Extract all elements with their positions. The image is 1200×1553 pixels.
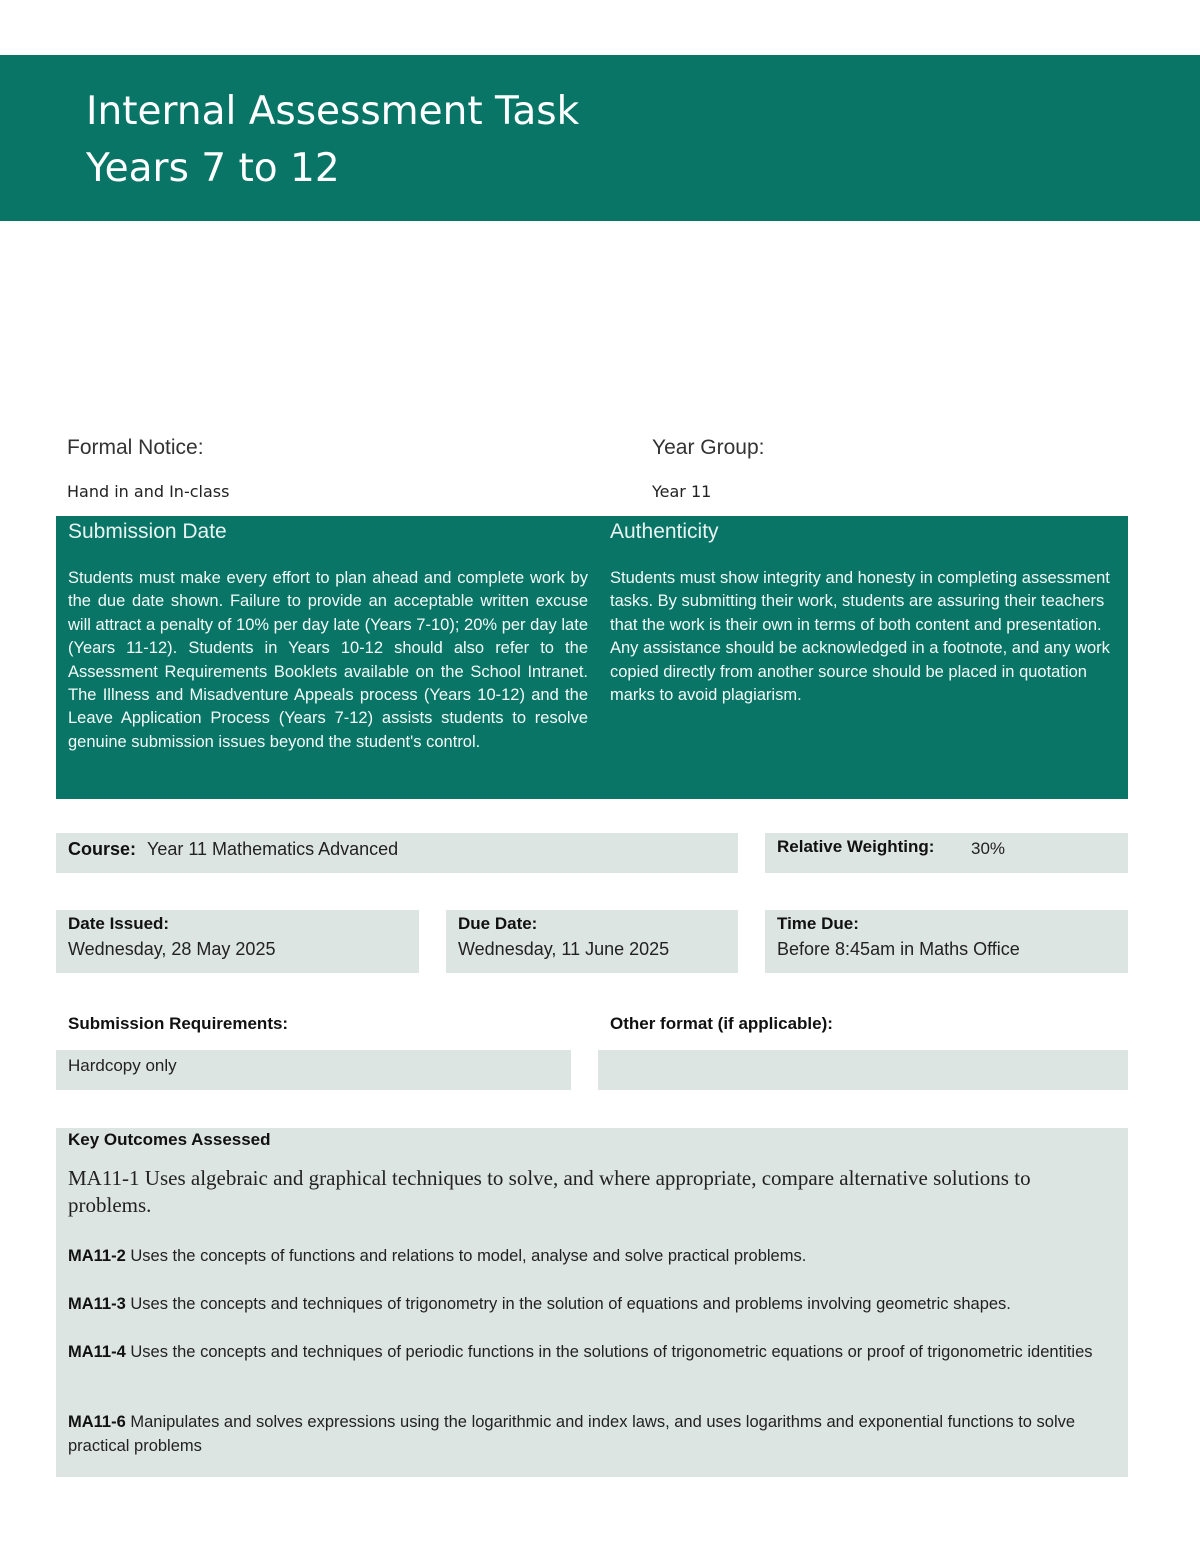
info-box <box>56 516 1128 799</box>
header-banner <box>0 55 1200 221</box>
formal-notice-label: Formal Notice: <box>67 436 204 459</box>
outcome-code: MA11-4 <box>68 1343 126 1361</box>
time-due-label: Time Due: <box>777 914 859 933</box>
key-outcomes-section <box>56 1128 1128 1477</box>
course-field <box>56 833 738 873</box>
outcome-text: Uses the concepts and techniques of periodic functions in the solutions of trigonometric equations or proof of trigonometric identities <box>125 1343 1093 1361</box>
outcome-ma11-4 <box>68 1342 1113 1362</box>
outcome-ma11-3 <box>68 1294 1113 1314</box>
other-format-field <box>598 1050 1128 1090</box>
page-subtitle: Years 7 to 12 <box>86 146 340 191</box>
outcome-ma11-6 <box>68 1410 1113 1458</box>
weighting-value: 30% <box>971 839 1006 858</box>
key-outcomes-title: Key Outcomes Assessed <box>68 1130 271 1149</box>
weighting-label: Relative Weighting: <box>777 837 935 856</box>
year-group-label: Year Group: <box>652 436 765 459</box>
date-issued-field <box>56 910 419 973</box>
date-issued-label: Date Issued: <box>68 914 170 933</box>
outcome-ma11-1: MA11-1 Uses algebraic and graphical techniques to solve, and where appropriate, compare alternative solutions to problems. <box>68 1166 1031 1217</box>
due-date-label: Due Date: <box>458 914 538 933</box>
time-due-field <box>765 910 1128 973</box>
submission-requirements-field <box>56 1050 571 1090</box>
weighting-field <box>765 833 1128 873</box>
outcome-text: Uses the concepts of functions and relations to model, analyse and solve practical problems. <box>125 1247 807 1265</box>
time-due-value: Before 8:45am in Maths Office <box>777 939 1020 959</box>
authenticity-heading: Authenticity <box>610 520 719 543</box>
outcome-code: MA11-3 <box>68 1295 126 1313</box>
outcome-text: Uses the concepts and techniques of trigonometry in the solution of equations and problems involving geometric shapes. <box>125 1295 1011 1313</box>
due-date-field <box>446 910 738 973</box>
submission-date-text: Students must make every effort to plan ahead and complete work by the due date shown. Failure to provide an acceptable written excuse will attract a penalty of 10% per day late (Years 7-10); 20% per day late (Years 11-12). Students in Years 10-12 should also refer to the Assessment Requirements Booklets available on the School Intranet. The Illness and Misadventure Appeals process (Years 10-12) and the Leave Application Process (Years 7-12) assists students to resolve genuine submission issues beyond the student's control. <box>68 569 588 751</box>
outcome-text: Manipulates and solves expressions using the logarithmic and index laws, and uses logarithms and exponential functions to solve practical problems <box>68 1413 1076 1455</box>
outcome-code: MA11-2 <box>68 1247 126 1265</box>
outcome-code: MA11-6 <box>68 1413 126 1431</box>
other-format-label: Other format (if applicable): <box>610 1014 833 1033</box>
submission-requirements-label: Submission Requirements: <box>68 1014 289 1033</box>
date-issued-value: Wednesday, 28 May 2025 <box>68 939 276 959</box>
authenticity-text: Students must show integrity and honesty in completing assessment tasks. By submitting their work, students are assuring their teachers that the work is their own in terms of both content and presentation. Any assistance should be acknowledged in a footnote, and any work copied directly from another source should be placed in quotation marks to avoid plagiarism. <box>610 569 1110 705</box>
year-group-value: Year 11 <box>652 482 712 501</box>
submission-requirements-value: Hardcopy only <box>68 1056 177 1075</box>
course-label: Course: <box>68 839 137 859</box>
page-title: Internal Assessment Task <box>86 89 580 134</box>
submission-date-heading: Submission Date <box>68 520 227 543</box>
formal-notice-value: Hand in and In-class <box>67 482 230 501</box>
due-date-value: Wednesday, 11 June 2025 <box>458 939 670 959</box>
outcome-ma11-2 <box>68 1246 1113 1266</box>
course-value: Year 11 Mathematics Advanced <box>147 839 399 859</box>
